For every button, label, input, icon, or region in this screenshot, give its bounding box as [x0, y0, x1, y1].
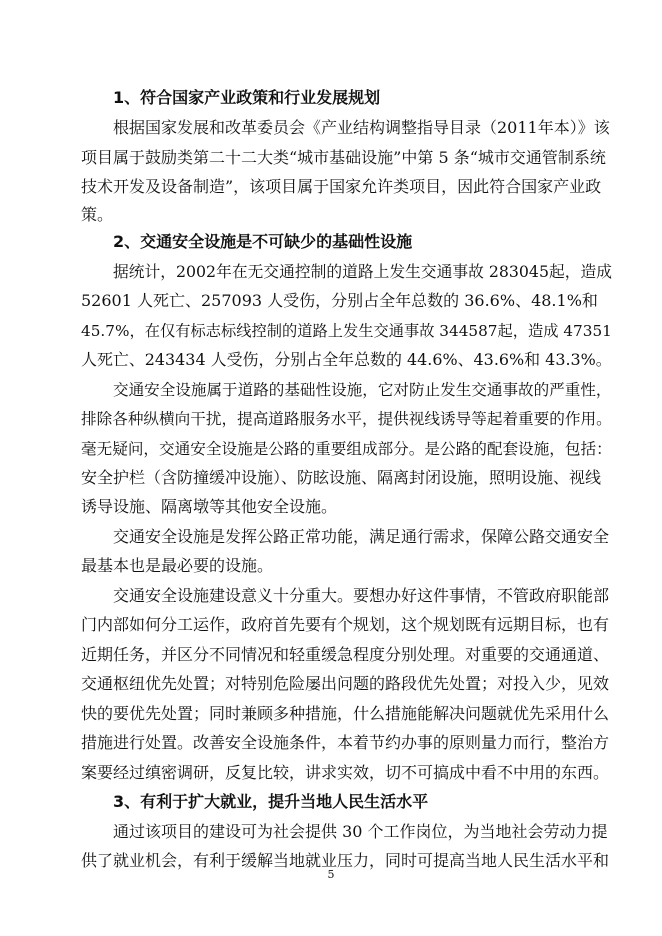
text-line: 毫无疑问，交通安全设施是公路的重要组成部分。是公路的配套设施，包括： [81, 440, 612, 458]
text-line: 45.7%，在仅有标志标线控制的道路上发生交通事故 344587起，造成 47351 [81, 322, 612, 340]
text-line: 交通枢纽优先处置；对特别危险屡出问题的路段优先处置；对投入少，见效 [81, 674, 610, 693]
section-heading-3: 3、有利于扩大就业，提升当地人民生活水平 [113, 792, 429, 811]
text-line: 最基本也是最必要的设施。 [81, 556, 274, 575]
text-line: 项目属于鼓励类第二十二大类“城市基础设施”中第 5 条“城市交通管制系统 [81, 148, 606, 167]
section-heading-1: 1、符合国家产业政策和行业发展规划 [113, 88, 381, 107]
text-line: 门内部如何分工运作，政府首先要有个规划，这个规划既有远期目标，也有 [81, 615, 610, 634]
text-line: 交通安全设施建设意义十分重大。要想办好这件事情，不管政府职能部 [113, 586, 610, 605]
text-line: 案要经过缜密调研，反复比较，讲求实效，切不可搞成中看不中用的东西。 [81, 763, 610, 782]
text-line: 通过该项目的建设可为社会提供 30 个工作岗位，为当地社会劳动力提 [113, 822, 608, 841]
text-line: 技术开发及设备制造”，该项目属于国家允许类项目，因此符合国家产业政 [81, 177, 602, 196]
page-number: 5 [327, 868, 335, 881]
text-line: 人死亡、243434 人受伤，分别占全年总数的 44.6%、43.6%和 43.3%。 [81, 350, 612, 369]
text-line: 交通安全设施属于道路的基础性设施，它对防止发生交通事故的严重性， [113, 381, 612, 399]
text-line: 快的要优先处置；同时兼顾多种措施，什么措施能解决问题就优先采用什么 [81, 704, 610, 723]
text-line: 安全护栏（含防撞缓冲设施）、防眩设施、隔离封闭设施，照明设施、视线 [81, 468, 602, 487]
text-line: 交通安全设施是发挥公路正常功能，满足通行需求，保障公路交通安全 [113, 527, 610, 546]
text-line: 诱导设施、隔离墩等其他安全设施。 [81, 497, 338, 516]
text-line: 排除各种纵横向干扰，提高道路服务水平，提供视线诱导等起着重要的作用。 [81, 410, 612, 428]
text-line: 策。 [81, 205, 114, 224]
text-line: 供了就业机会，有利于缓解当地就业压力，同时可提高当地人民生活水平和 [81, 851, 610, 870]
text-line: 根据国家发展和改革委员会《产业结构调整指导目录（2011年本）》该 [113, 118, 610, 137]
section-heading-2: 2、交通安全设施是不可缺少的基础性设施 [113, 232, 413, 251]
text-line: 措施进行处置。改善安全设施条件，本着节约办事的原则量力而行，整治方 [81, 733, 610, 752]
text-line: 52601 人死亡、257093 人受伤，分别占全年总数的 36.6%、48.1%和 [81, 291, 598, 310]
text-line: 据统计，2002年在无交通控制的道路上发生交通事故 283045起，造成 [113, 262, 612, 281]
text-line: 近期任务，并区分不同情况和轻重缓急程度分别处理。对重要的交通通道、 [81, 645, 610, 664]
